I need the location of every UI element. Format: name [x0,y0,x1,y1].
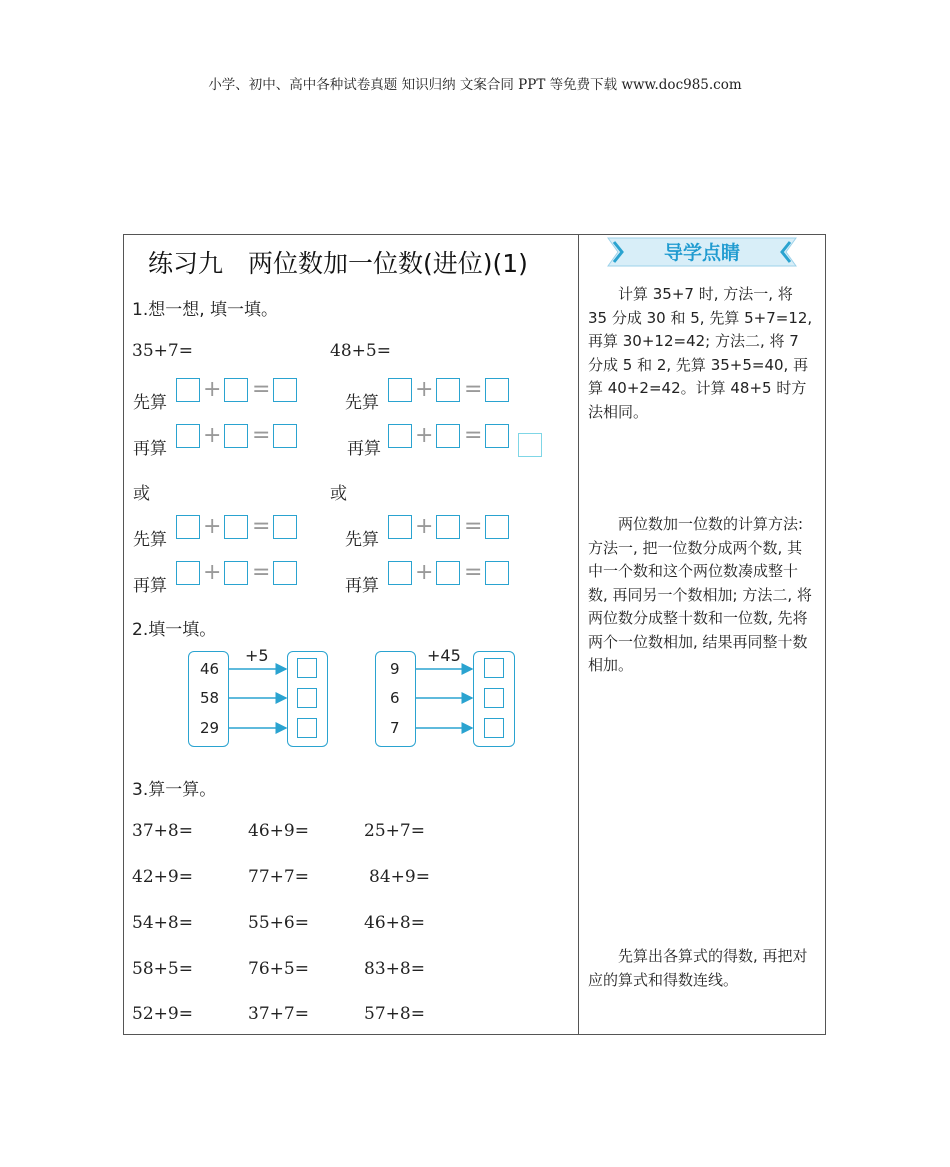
first-step-label: 先算 [345,393,379,413]
q2-left-operator: +5 [245,646,269,665]
equals-sign: = [252,377,271,402]
q1-or-right: 或 [330,484,347,504]
q3-expression: 76+5= [248,959,309,979]
q3-expression: 54+8= [132,913,193,933]
answer-box[interactable] [273,515,297,539]
plus-sign: + [203,423,222,448]
answer-box[interactable] [273,378,297,402]
q3-expression: 37+7= [248,1004,309,1024]
equals-sign: = [252,514,271,539]
q2-right-operator: +45 [427,646,461,665]
q3-expression: 55+6= [248,913,309,933]
q3-expression: 58+5= [132,959,193,979]
q2-left-num: 58 [200,689,220,707]
q2-left-num: 29 [200,719,220,737]
q2-left-answer-box[interactable] [297,718,317,738]
answer-box[interactable] [273,561,297,585]
equals-sign: = [464,514,483,539]
q2-right-answer-box[interactable] [484,718,504,738]
then-step-label: 再算 [347,439,381,459]
answer-box[interactable] [176,424,200,448]
q3-expression: 46+8= [364,913,425,933]
then-step-label: 再算 [133,576,167,596]
answer-box[interactable] [485,424,509,448]
answer-box[interactable] [224,378,248,402]
equals-sign: = [464,560,483,585]
first-step-label: 先算 [345,530,379,550]
answer-box[interactable] [388,378,412,402]
equals-sign: = [252,423,271,448]
q2-left-answer-box[interactable] [297,688,317,708]
q1-left-expression: 35+7= [132,341,193,361]
q3-heading: 3.算一算。 [132,780,217,800]
q3-expression: 37+8= [132,821,193,841]
answer-box[interactable] [388,561,412,585]
plus-sign: + [415,377,434,402]
then-step-label: 再算 [345,576,379,596]
plus-sign: + [203,560,222,585]
q2-right-num: 7 [390,719,400,737]
q3-expression: 57+8= [364,1004,425,1024]
answer-box[interactable] [436,424,460,448]
sidebar-banner-title: 导学点睛 [663,242,740,264]
answer-box[interactable] [224,561,248,585]
sidebar-note-1-text: 计算 35+7 时, 方法一, 将 35 分成 30 和 5, 先算 5+7=12, 再算 30+12=42; 方法二, 将 7 分成 5 和 2, 先算 35+5=40, 再算 40+2=42。计算 48+5 时方法相同。 [588,285,813,421]
answer-box[interactable] [224,424,248,448]
answer-box[interactable] [436,515,460,539]
q3-expression: 77+7= [248,867,309,887]
extra-answer-box[interactable] [518,433,542,457]
answer-box[interactable] [436,378,460,402]
equals-sign: = [252,560,271,585]
worksheet-title: 练习九 两位数加一位数(进位)(1) [148,249,528,278]
page-header: 小学、初中、高中各种试卷真题 知识归纳 文案合同 PPT 等免费下载 www.doc985.com [208,77,742,93]
answer-box[interactable] [176,378,200,402]
plus-sign: + [415,514,434,539]
q3-expression: 42+9= [132,867,193,887]
sidebar-note-2 [588,513,816,678]
answer-box[interactable] [273,424,297,448]
answer-box[interactable] [224,515,248,539]
answer-box[interactable] [176,561,200,585]
q1-right-expression: 48+5= [330,341,391,361]
column-divider [578,234,579,1035]
q3-expression: 52+9= [132,1004,193,1024]
answer-box[interactable] [436,561,460,585]
q1-heading: 1.想一想, 填一填。 [132,300,279,320]
q2-left-answer-box[interactable] [297,658,317,678]
q2-right-answer-box[interactable] [484,658,504,678]
plus-sign: + [203,377,222,402]
q2-right-answer-box[interactable] [484,688,504,708]
q3-expression: 25+7= [364,821,425,841]
sidebar-note-3-text: 先算出各算式的得数, 再把对应的算式和得数连线。 [588,947,808,989]
q2-heading: 2.填一填。 [132,620,217,640]
answer-box[interactable] [388,424,412,448]
then-step-label: 再算 [133,439,167,459]
answer-box[interactable] [485,378,509,402]
sidebar-note-2-text: 两位数加一位数的计算方法: 方法一, 把一位数分成两个数, 其中一个数和这个两位数凑成整十数, 再同另一个数相加; 方法二, 将两位数分成整十数和一位数, 先将两个一位数相加, 结果再同整十数相加。 [588,515,812,674]
plus-sign: + [415,423,434,448]
sidebar-note-3 [588,945,816,992]
first-step-label: 先算 [133,530,167,550]
answer-box[interactable] [485,561,509,585]
q3-expression: 83+8= [364,959,425,979]
q2-right-num: 6 [390,689,400,707]
q3-expression: 46+9= [248,821,309,841]
first-step-label: 先算 [133,393,167,413]
answer-box[interactable] [388,515,412,539]
q2-right-num: 9 [390,660,400,678]
plus-sign: + [203,514,222,539]
equals-sign: = [464,423,483,448]
answer-box[interactable] [176,515,200,539]
equals-sign: = [464,377,483,402]
answer-box[interactable] [485,515,509,539]
q3-expression: 84+9= [369,867,430,887]
q1-or-left: 或 [133,484,150,504]
sidebar-note-1 [588,283,816,424]
q2-left-num: 46 [200,660,220,678]
plus-sign: + [415,560,434,585]
